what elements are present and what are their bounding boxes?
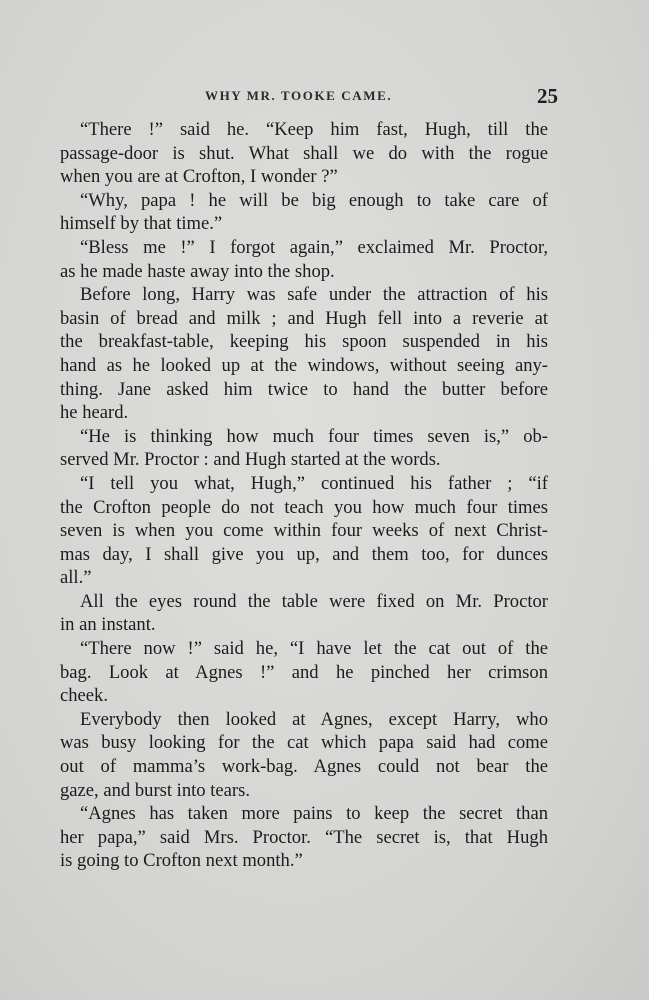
text-line: himself by that time.” bbox=[60, 213, 223, 235]
text-line: the Crofton people do not teach you how much four times bbox=[60, 496, 548, 518]
text-line: mas day, I shall give you up, and them too, for dunces bbox=[60, 543, 548, 565]
text-line: hand as he looked up at the windows, without seeing any- bbox=[60, 354, 548, 376]
text-line: gaze, and burst into tears. bbox=[60, 779, 251, 801]
text-line: passage-door is shut. What shall we do with the rogue bbox=[60, 142, 548, 164]
text-line: Everybody then looked at Agnes, except Harry, who bbox=[80, 708, 548, 730]
text-line: when you are at Crofton, I wonder ?” bbox=[60, 166, 338, 188]
text-line: seven is when you come within four weeks of next Christ- bbox=[60, 520, 548, 542]
page-header bbox=[60, 84, 558, 108]
text-line: all.” bbox=[60, 567, 92, 589]
text-line: is going to Crofton next month.” bbox=[60, 850, 303, 872]
text-line: out of mamma’s work-bag. Agnes could not bear the bbox=[60, 756, 548, 778]
text-line: in an instant. bbox=[60, 614, 156, 636]
text-line: All the eyes round the table were fixed on Mr. Proctor bbox=[80, 590, 548, 612]
text-line: as he made haste away into the shop. bbox=[60, 260, 335, 282]
text-line: thing. Jane asked him twice to hand the butter before bbox=[60, 378, 548, 400]
text-line: bag. Look at Agnes !” and he pinched her crimson bbox=[60, 661, 548, 683]
text-line: was busy looking for the cat which papa said had come bbox=[60, 732, 548, 754]
page-number: 25 bbox=[537, 84, 558, 108]
text-line: served Mr. Proctor : and Hugh started at the words. bbox=[60, 449, 441, 471]
text-line: the breakfast-table, keeping his spoon suspended in his bbox=[60, 331, 548, 353]
running-head: WHY MR. TOOKE CAME. bbox=[205, 88, 393, 103]
text-line: “Agnes has taken more pains to keep the secret than bbox=[80, 803, 548, 825]
text-line: “Bless me !” I forgot again,” exclaimed Mr. Proctor, bbox=[80, 236, 548, 258]
text-line: “Why, papa ! he will be big enough to take care of bbox=[80, 189, 548, 211]
text-line: he heard. bbox=[60, 402, 129, 424]
text-line: “I tell you what, Hugh,” continued his father ; “if bbox=[80, 472, 548, 494]
text-line: “He is thinking how much four times seven is,” ob- bbox=[80, 425, 548, 447]
body-text bbox=[60, 118, 548, 873]
text-line: Before long, Harry was safe under the attraction of his bbox=[80, 284, 548, 306]
text-line: “There !” said he. “Keep him fast, Hugh, till the bbox=[80, 119, 548, 140]
text-line: cheek. bbox=[60, 685, 109, 707]
text-line: her papa,” said Mrs. Proctor. “The secret is, that Hugh bbox=[60, 826, 548, 848]
text-line: basin of bread and milk ; and Hugh fell into a reverie at bbox=[60, 307, 548, 329]
text-line: “There now !” said he, “I have let the cat out of the bbox=[80, 638, 548, 660]
